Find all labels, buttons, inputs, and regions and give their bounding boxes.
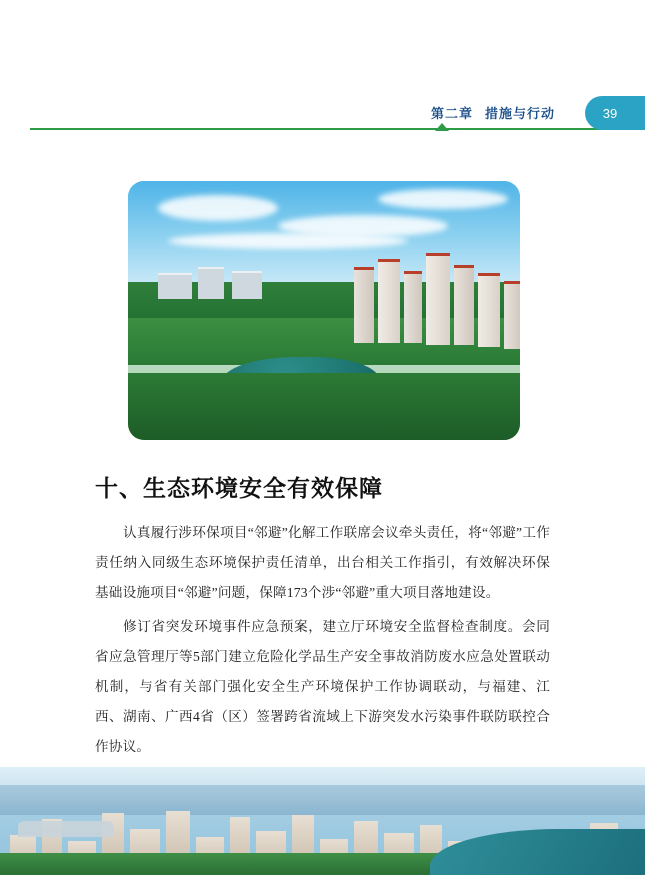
building-tower	[426, 253, 450, 345]
header-title-group	[431, 96, 555, 128]
building-block	[232, 271, 262, 299]
cloud-shape	[168, 233, 408, 249]
section-title: 十、生态环境安全有效保障	[95, 476, 383, 501]
paragraph: 修订省突发环境事件应急预案，建立厅环境安全监督检查制度。会同省应急管理厅等5部门建立危险化学品生产安全事故消防废水应急处置联动机制，与省有关部门强化安全生产环境保护工作协调联动，与福建、江西、湖南、广西4省（区）签署跨省流域上下游突发水污染事件联防联控合作协议。	[95, 619, 550, 754]
building-tower	[404, 271, 422, 343]
photo-foreground-green	[128, 373, 520, 440]
page-number-badge	[585, 96, 645, 130]
page-number: 39	[602, 105, 618, 121]
aerial-city-photo	[128, 181, 520, 440]
header-divider	[30, 128, 645, 130]
building-block	[198, 267, 224, 299]
building-tower	[354, 267, 374, 343]
building-block	[158, 273, 192, 299]
building-tower	[504, 281, 520, 349]
city-river-illustration	[0, 767, 645, 875]
cloud-shape	[158, 195, 278, 221]
building-tower	[478, 273, 500, 347]
chapter-title: 措施与行动	[484, 105, 555, 121]
chapter-label: 第二章	[430, 105, 473, 121]
footer-bridge	[18, 821, 114, 837]
paragraph: 认真履行涉环保项目“邻避”化解工作联席会议牵头责任，将“邻避”工作责任纳入同级生态环境保护责任清单，出台相关工作指引，有效解决环保基础设施项目“邻避”问题，保障173个涉“邻避”重大项目落地建设。	[95, 525, 550, 600]
building-tower	[454, 265, 474, 345]
building-tower	[378, 259, 400, 343]
cloud-shape	[378, 189, 508, 209]
page-header	[0, 96, 645, 136]
